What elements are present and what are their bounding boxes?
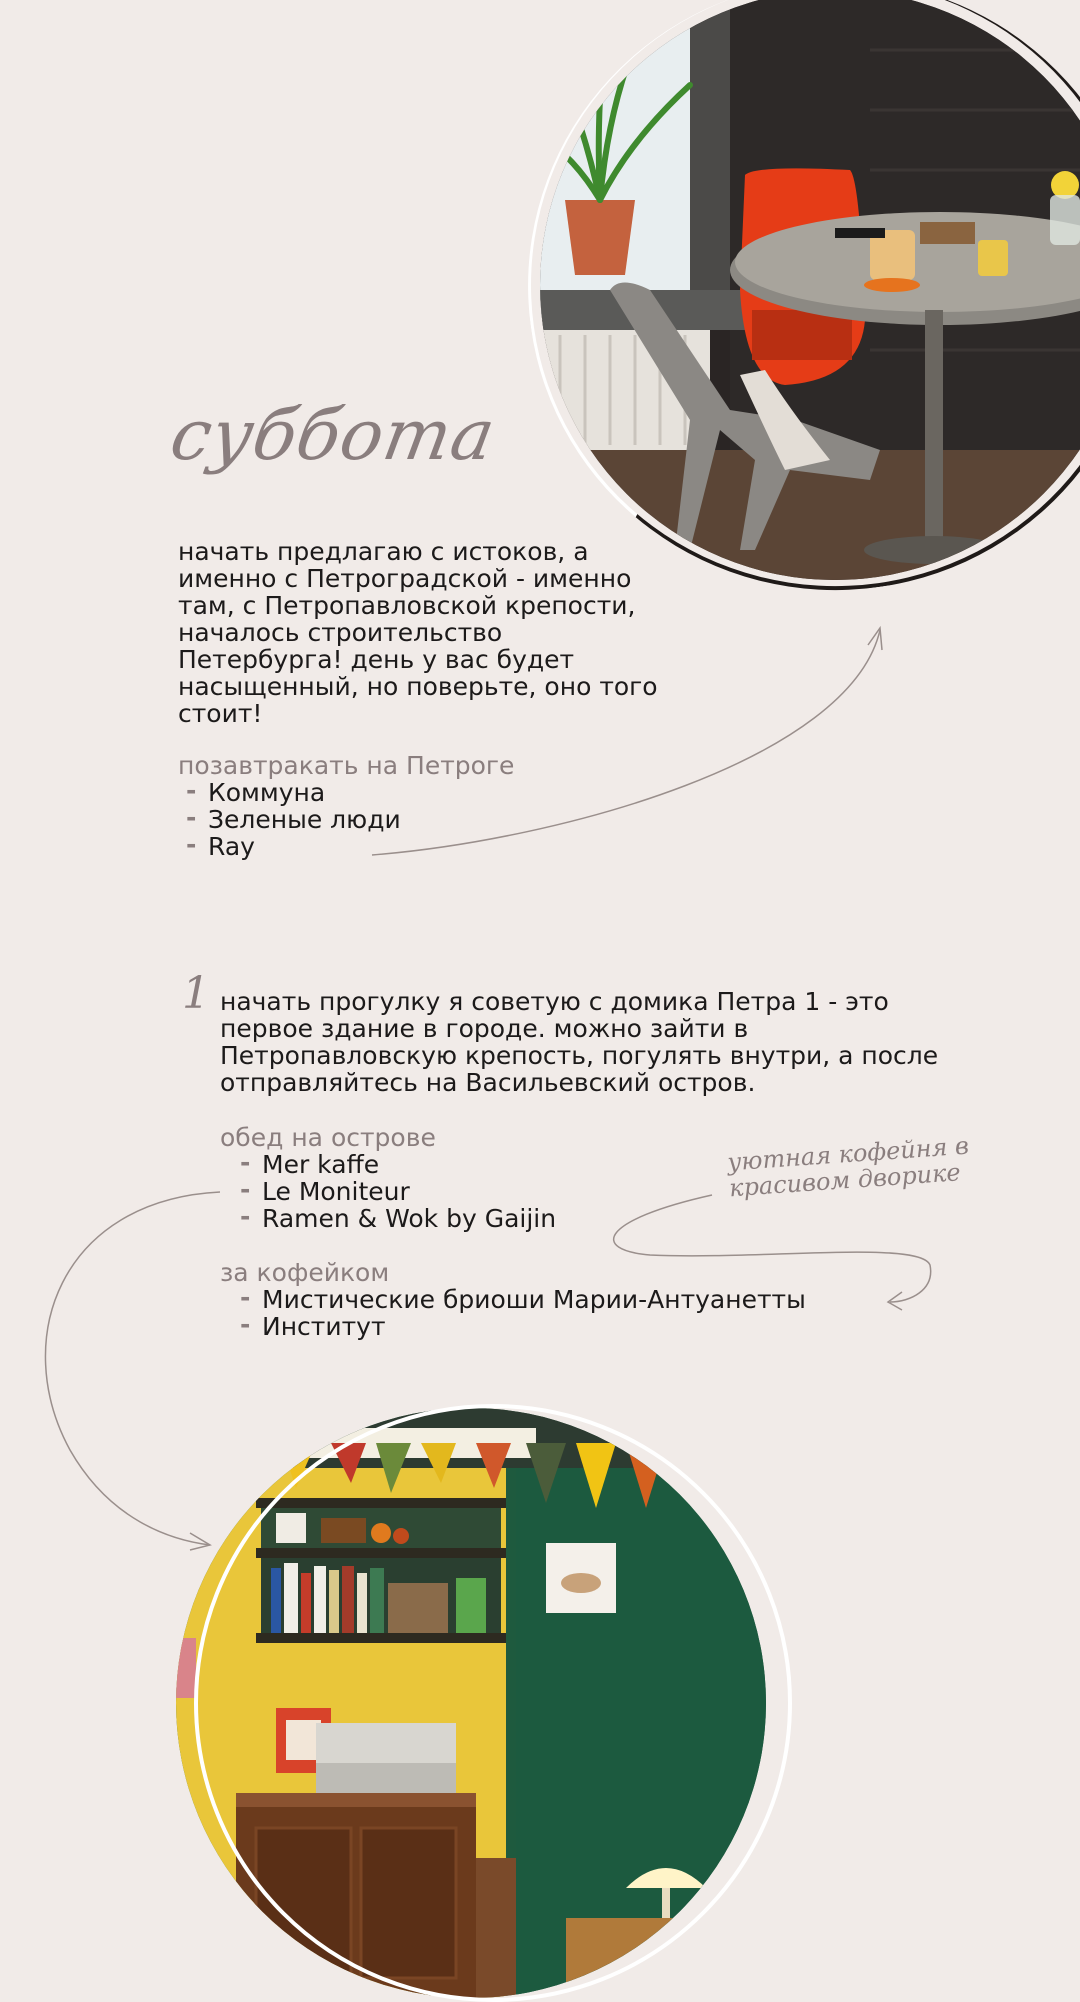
bullet-dash: -: [186, 803, 197, 832]
bullet-dash: -: [240, 1283, 251, 1312]
coffee-list: [234, 1283, 806, 1341]
arrow-to-bottom-photo: [45, 1192, 220, 1545]
list-item-label: Зеленые люди: [208, 805, 401, 834]
lunch-list: [234, 1148, 557, 1233]
bullet-dash: -: [186, 776, 197, 805]
cafe-photo-bookshelf: [176, 1408, 766, 1998]
list-item: [234, 1202, 557, 1233]
bullet-dash: -: [240, 1310, 251, 1339]
list-item: [234, 1175, 556, 1206]
step-number: 1: [182, 968, 210, 1019]
list-item-label: Коммуна: [208, 778, 326, 807]
bullet-dash: -: [240, 1202, 251, 1231]
bullet-dash: -: [240, 1175, 251, 1204]
cafe-photo-red-chair: [540, 0, 1080, 580]
intro-text: начать предлагаю с истоков, а именно с Петроградской - именно там, с Петропавловской крепости, началось строительство Петербурга! день у вас будет насыщенный, но поверьте, оно того стоит!: [178, 537, 658, 728]
step-text: начать прогулку я советую с домика Петра 1 - это первое здание в городе. можно зайти в Петропавловскую крепость, погулять внутри, а после отправляйтесь на Васильевский остров.: [220, 987, 939, 1097]
list-item: [234, 1148, 556, 1179]
list-item-label: Мистические бриоши Марии-Антуанетты: [262, 1285, 806, 1314]
list-item: [234, 1283, 806, 1314]
list-item-label: Ray: [208, 832, 255, 861]
arrowhead-cozy: [888, 1292, 902, 1310]
list-item: [180, 830, 401, 861]
list-item: [234, 1310, 806, 1341]
list-item-label: Mer kaffe: [262, 1150, 380, 1179]
list-item: [180, 803, 401, 834]
breakfast-list: [180, 776, 401, 861]
breakfast-heading: позавтракать на Петроге: [178, 751, 515, 780]
cozy-cafe-note: уютная кофейня в красивом дворике: [726, 1131, 970, 1203]
list-item-label: Институт: [262, 1312, 386, 1341]
day-title: суббота: [164, 394, 502, 476]
coffee-heading: за кофейком: [220, 1258, 390, 1287]
list-item-label: Ramen & Wok by Gaijin: [262, 1204, 557, 1233]
lunch-heading: обед на острове: [220, 1123, 436, 1152]
list-item: [180, 776, 401, 807]
list-item-label: Le Moniteur: [262, 1177, 410, 1206]
arrowhead-bottom: [190, 1533, 210, 1550]
arrowhead-top: [868, 628, 882, 650]
bullet-dash: -: [240, 1148, 251, 1177]
bullet-dash: -: [186, 830, 197, 859]
